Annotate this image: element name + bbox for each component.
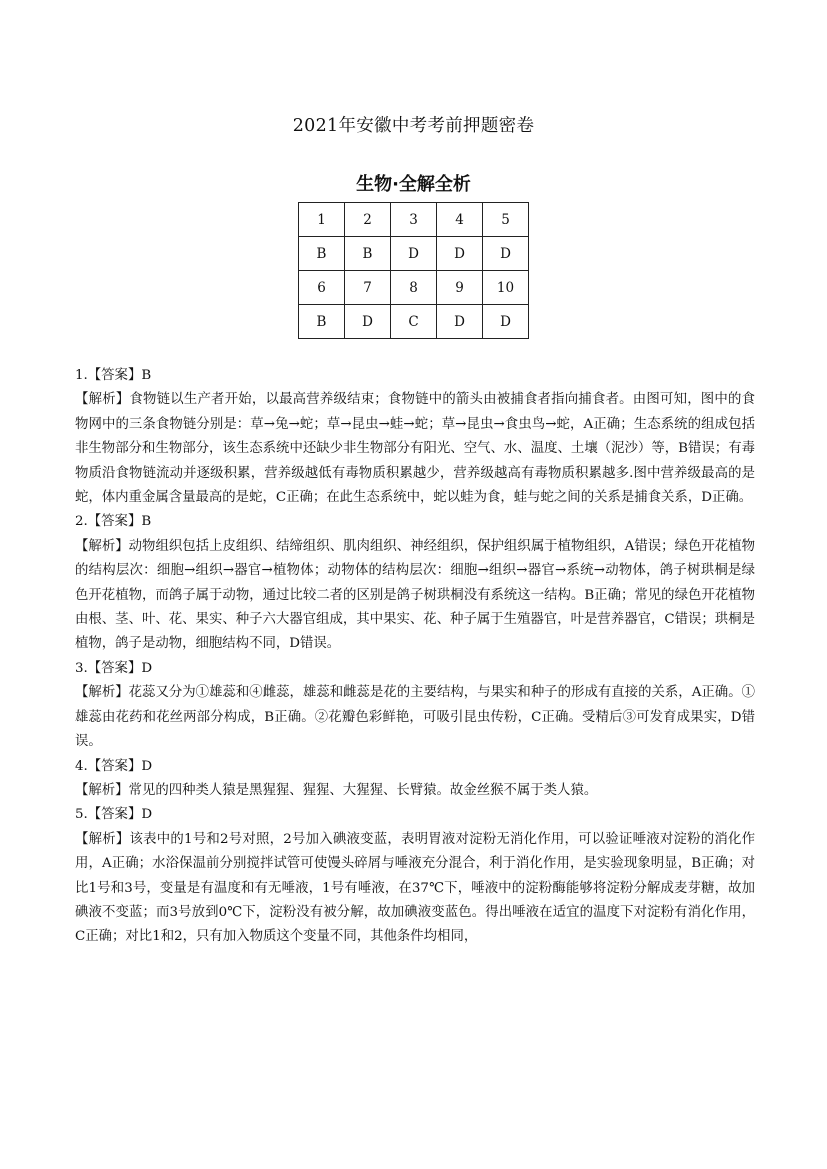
table-cell: D	[483, 237, 529, 271]
analysis-paragraph-5: 【解析】该表中的1号和2号对照，2号加入碘液变蓝，表明胃液对淀粉无消化作用，可以验证唾液对淀粉的消化作用，A正确；水浴保温前分别搅拌试管可使馒头碎屑与唾液充分混合，利于消化作用，是实验现象明显，B正确；对比1号和3号，变量是有温度和有无唾液，1号有唾液，在37℃下，唾液中的淀粉酶能够将淀粉分解成麦芽糖，故加碘液不变蓝；而3号放到0℃下，淀粉没有被分解，故加碘液变蓝色。得出唾液在适宜的温度下对淀粉有消化作用，C正确；对比1和2，只有加入物质这个变量不同，其他条件均相同，	[75, 831, 755, 945]
table-cell: 8	[391, 271, 437, 305]
table-cell: 3	[391, 203, 437, 237]
table-cell: D	[437, 237, 483, 271]
answer-line-2: 2.【答案】B	[75, 514, 152, 530]
table-cell: 7	[345, 271, 391, 305]
answer-line-5: 5.【答案】D	[75, 807, 153, 823]
table-cell: 9	[437, 271, 483, 305]
table-cell: 1	[299, 203, 345, 237]
table-cell: D	[437, 305, 483, 339]
analysis-paragraph-1: 【解析】食物链以生产者开始，以最高营养级结束；食物链中的箭头由被捕食者指向捕食者。由图可知，图中的食物网中的三条食物链分别是：草→兔→蛇；草→昆虫→蛙→蛇；草→昆虫→食虫鸟→蛇，A正确；生态系统的组成包括非生物部分和生物部分，该生态系统中还缺少非生物部分有阳光、空气、水、温度、土壤（泥沙）等，B错误；有毒物质沿食物链流动并逐级积累，营养级越低有毒物质积累越少，营养级越高有毒物质积累越多.图中营养级最高的是蛇，体内重金属含量最高的是蛇，C正确；在此生态系统中，蛇以蛙为食，蛙与蛇之间的关系是捕食关系，D正确。	[75, 392, 755, 506]
table-cell: D	[483, 305, 529, 339]
table-cell: B	[299, 237, 345, 271]
answer-explanations	[75, 364, 755, 950]
table-cell: 5	[483, 203, 529, 237]
table-cell: 2	[345, 203, 391, 237]
table-row	[299, 203, 529, 237]
table-cell: B	[345, 237, 391, 271]
table-cell: D	[391, 237, 437, 271]
table-cell: 4	[437, 203, 483, 237]
table-cell: C	[391, 305, 437, 339]
page-title: 2021年安徽中考考前押题密卷	[292, 116, 535, 136]
analysis-paragraph-3: 【解析】花蕊又分为①雄蕊和④雌蕊，雄蕊和雌蕊是花的主要结构，与果实和种子的形成有直接的关系，A正确。①雄蕊由花药和花丝两部分构成，B正确。②花瓣色彩鲜艳，可吸引昆虫传粉，C正确。受精后③可发育成果实，D错误。	[75, 685, 755, 750]
table-cell: B	[299, 305, 345, 339]
answer-line-4: 4.【答案】D	[75, 758, 153, 774]
table-row	[299, 271, 529, 305]
answer-line-1: 1.【答案】B	[75, 368, 152, 383]
analysis-paragraph-4: 【解析】常见的四种类人猿是黑猩猩、猩猩、大猩猩、长臂猿。故金丝猴不属于类人猿。	[75, 782, 598, 798]
table-cell: 6	[299, 271, 345, 305]
table-row	[299, 305, 529, 339]
answer-table	[298, 202, 529, 339]
table-row	[299, 237, 529, 271]
answer-line-3: 3.【答案】D	[75, 660, 153, 676]
table-cell: 10	[483, 271, 529, 305]
page-subtitle: 生物·全解全析	[356, 174, 471, 195]
analysis-paragraph-2: 【解析】动物组织包括上皮组织、结缔组织、肌肉组织、神经组织，保护组织属于植物组织，A错误；绿色开花植物的结构层次：细胞→组织→器官→植物体；动物体的结构层次：细胞→组织→器官→系统→动物体，鸽子树珙桐是绿色开花植物，而鸽子属于动物，通过比较二者的区别是鸽子树珙桐没有系统这一结构。B正确；常见的绿色开花植物由根、茎、叶、花、果实、种子六大器官组成，其中果实、花、种子属于生殖器官，叶是营养器官，C错误；珙桐是植物，鸽子是动物，细胞结构不同，D错误。	[75, 538, 755, 652]
table-cell: D	[345, 305, 391, 339]
